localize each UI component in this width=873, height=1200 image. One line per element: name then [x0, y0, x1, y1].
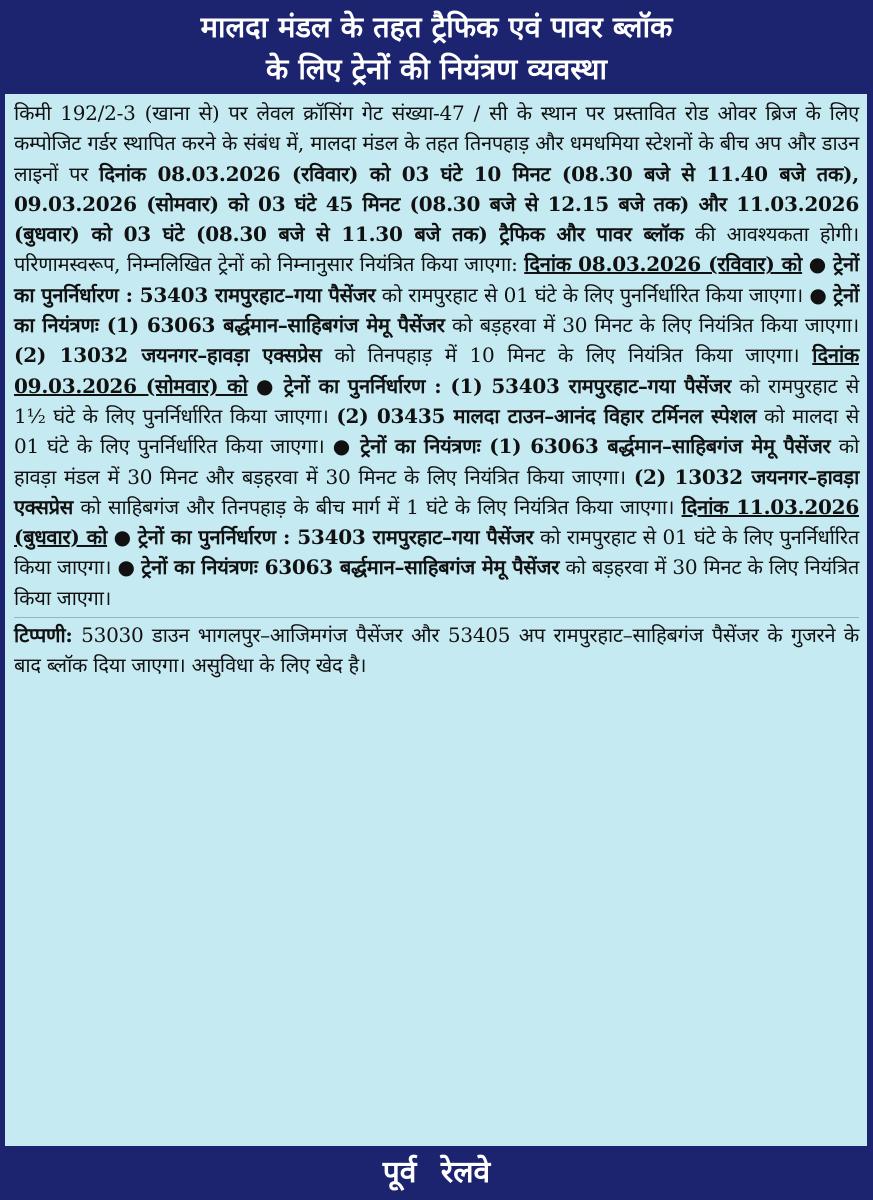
day2-date: दिनांक 09.03.2026 (सोमवार) को — [14, 343, 859, 398]
day2-control-train-2: (2) 13032 जयनगर–हावड़ा एक्सप्रेस — [14, 464, 859, 519]
day3-reschedule-text: को रामपुरहाट से 01 घंटे के लिए पुनर्निर्धारित किया जाएगा। — [14, 525, 859, 580]
day1-reschedule-heading: ट्रेनों का पुनर्निर्धारण : 53403 रामपुरहाट–गया पैसेंजर — [14, 252, 860, 307]
bullet-icon: ● — [255, 373, 276, 398]
note-text: 53030 डाउन भागलपुर–आजिमगंज पैसेंजर और 53405 अप रामपुरहाट–साहिबगंज पैसेंजर के गुजरने के बाद ब्लॉक दिया जाएगा। असुविधा के लिए खेद है। — [14, 623, 859, 678]
bullet-icon: ● — [113, 525, 132, 550]
day1-reschedule-text: को रामपुरहाट से 01 घंटे के लिए पुनर्निर्धारित किया जाएगा। — [375, 282, 810, 307]
day2-reschedule-text-2: को मालदा से 01 घंटे के लिए पुनर्निर्धारित किया जाएगा। — [14, 403, 860, 459]
notice-body — [5, 94, 867, 1146]
bullet-icon: ● — [808, 252, 827, 277]
header-title-line-1: मालदा मंडल के तहत ट्रैफिक एवं पावर ब्लॉक — [200, 10, 673, 44]
day3-control-text: को बड़हरवा में 30 मिनट के लिए नियंत्रित किया जाएगा। — [14, 555, 860, 610]
day2-control-text-1: को हावड़ा मंडल में 30 मिनट और बड़हरवा में 30 मिनट के लिए नियंत्रित किया जाएगा। — [14, 434, 859, 489]
day2-control-heading: ट्रेनों का नियंत्रणः (1) 63063 बर्द्धमान–साहिबगंज मेमू पैसेंजर — [360, 434, 831, 459]
notice-header — [0, 0, 873, 92]
day1-control-heading: ट्रेनों का नियंत्रणः (1) 63063 बर्द्धमान–साहिबगंज मेमू पैसेंजर — [14, 282, 860, 338]
note-paragraph — [14, 617, 859, 681]
footer-org-name: पूर्व रेलवे — [382, 1155, 491, 1190]
day2-reschedule-text-1: को रामपुरहाट से 1½ घंटे के लिए पुनर्निर्धारित किया जाएगा। — [14, 373, 859, 428]
notice-paragraph — [14, 98, 859, 613]
day3-reschedule-heading: ट्रेनों का पुनर्निर्धारण : 53403 रामपुरहाट–गया पैसेंजर — [137, 525, 534, 550]
intro-text: किमी 192/2-3 (खाना से) पर लेवल क्रॉसिंग गेट संख्या-47 / सी के स्थान पर प्रस्तावित रोड ओवर ब्रिज के लिए कम्पोजिट गर्डर स्थापित करने के संबंध में, मालदा मंडल के तहत तिनपहाड़ और धमधमिया स्टेशनों के बीच अप और डाउन लाइनों पर — [14, 101, 859, 186]
day1-date: दिनांक 08.03.2026 (रविवार) को — [524, 252, 803, 277]
day2-reschedule-train-2: (2) 03435 मालदा टाउन–आनंद विहार टर्मिनल स्पेशल — [336, 403, 757, 428]
note-label: टिप्पणी: — [14, 623, 73, 648]
day1-control-text-2: को तिनपहाड़ में 10 मिनट के लिए नियंत्रित किया जाएगा। — [321, 343, 813, 368]
day1-control-train-2: (2) 13032 जयनगर–हावड़ा एक्सप्रेस — [14, 343, 322, 368]
day2-control-text-2: को साहिबगंज और तिनपहाड़ के बीच मार्ग में 1 घंटे के लिए नियंत्रित किया जाएगा। — [73, 494, 682, 519]
intro-consequence: की आवश्यकता होगी। परिणामस्वरूप, निम्नलिखित ट्रेनों को निम्नानुसार नियंत्रित किया जाएगा: — [14, 222, 859, 277]
day3-control-heading: ट्रेनों का नियंत्रणः 63063 बर्द्धमान–साहिबगंज मेमू पैसेंजर — [141, 555, 560, 580]
bullet-icon: ● — [117, 555, 135, 580]
bullet-icon: ● — [809, 282, 827, 307]
block-schedule: दिनांक 08.03.2026 (रविवार) को 03 घंटे 10 मिनट (08.30 बजे से 11.40 बजे तक), 09.03.2026 (सोमवार) को 03 घंटे 45 मिनट (08.30 बजे से 12.15 बजे तक) और 11.03.2026 (बुधवार) को 03 घंटे (08.30 बजे से 11.30 बजे तक) ट्रैफिक और पावर ब्लॉक — [14, 161, 859, 247]
header-title-line-2: के लिए ट्रेनों की नियंत्रण व्यवस्था — [266, 52, 607, 86]
day1-control-text-1: को बड़हरवा में 30 मिनट के लिए नियंत्रित किया जाएगा। — [444, 313, 859, 338]
day2-reschedule-heading: ट्रेनों का पुनर्निर्धारण : (1) 53403 रामपुरहाट–गया पैसेंजर — [283, 373, 732, 398]
day3-date: दिनांक 11.03.2026 (बुधवार) को — [14, 494, 859, 550]
bullet-icon: ● — [332, 434, 353, 459]
